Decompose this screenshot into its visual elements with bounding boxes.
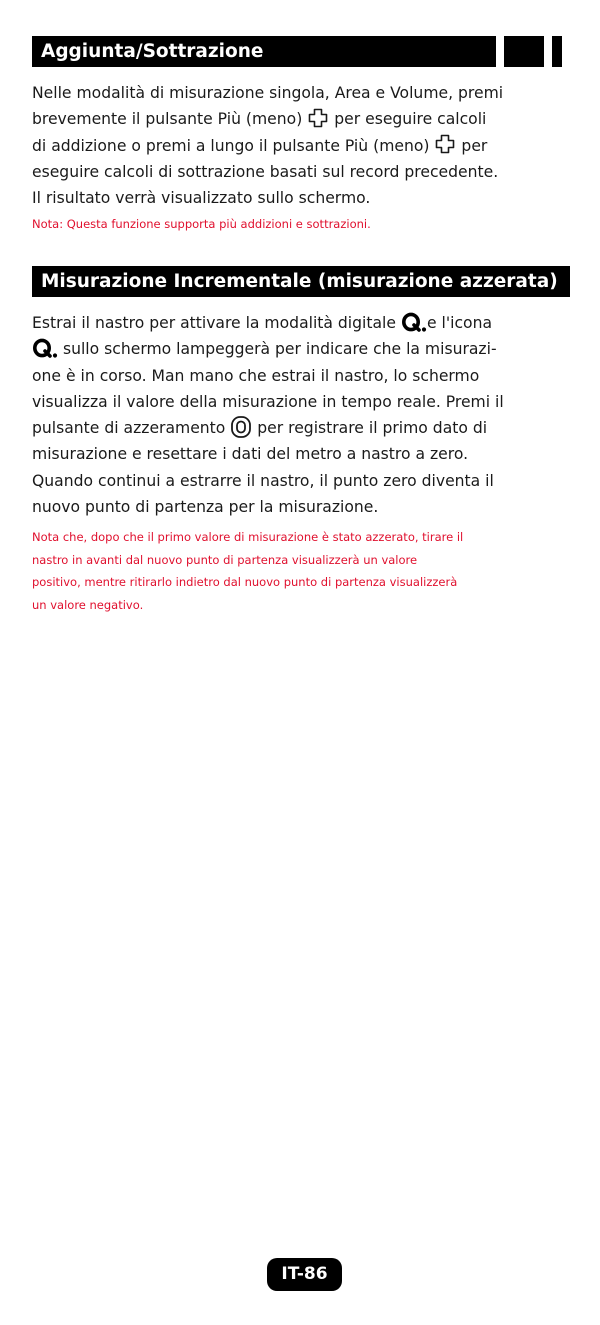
paragraph-line <box>32 415 570 441</box>
section-paragraph <box>32 80 570 211</box>
page-number-badge: IT-86 <box>267 1258 342 1291</box>
paragraph-line <box>32 310 570 336</box>
paragraph-text: sullo schermo lampeggerà per indicare che la misurazi- <box>62 340 497 359</box>
plus-outline-icon <box>307 107 329 129</box>
section-header-row <box>32 36 570 67</box>
paragraph-line: Il risultato verrà visualizzato sullo schermo. <box>32 189 371 208</box>
section-addition-subtraction <box>32 36 570 236</box>
section-paragraph <box>32 310 570 520</box>
paragraph-text: pulsante di azzeramento <box>32 419 226 438</box>
note-text: Nota: Questa funzione supporta più addizioni e sottrazioni. <box>32 217 371 232</box>
paragraph-line: Nelle modalità di misurazione singola, Area e Volume, premi <box>32 84 504 102</box>
paragraph-line: Quando continui a estrarre il nastro, il punto zero diventa il <box>32 471 494 490</box>
paragraph-text: e l'icona <box>426 314 493 332</box>
note-line: Nota che, dopo che il primo valore di misurazione è stato azzerato, tirare il <box>32 530 464 545</box>
paragraph-text: per <box>461 136 488 155</box>
plus-outline-icon <box>434 133 456 155</box>
header-decor-block <box>504 36 544 67</box>
section-title: Aggiunta/Sottrazione <box>32 36 496 67</box>
paragraph-line: eseguire calcoli di sottrazione basati sul record precedente. <box>32 162 499 181</box>
paragraph-line: misurazione e resettare i dati del metro a nastro a zero. <box>32 445 469 464</box>
zero-button-icon <box>230 415 252 439</box>
note-line: nastro in avanti dal nuovo punto di partenza visualizzerà un valore <box>32 552 418 567</box>
note-line: un valore negativo. <box>32 597 144 612</box>
section-header-row <box>32 266 570 297</box>
digital-mode-q-icon <box>401 311 427 333</box>
paragraph-text: Estrai il nastro per attivare la modalità digitale <box>32 314 396 332</box>
header-decor-stripe <box>552 36 562 67</box>
paragraph-text: di addizione o premi a lungo il pulsante Più (meno) <box>32 136 430 155</box>
section-incremental-measurement <box>32 266 570 616</box>
paragraph-line: visualizza il valore della misurazione in tempo reale. Premi il <box>32 392 504 411</box>
paragraph-line <box>32 133 570 159</box>
note-text <box>32 526 570 616</box>
paragraph-line: one è in corso. Man mano che estrai il nastro, lo schermo <box>32 366 480 385</box>
paragraph-line <box>32 336 570 362</box>
paragraph-line <box>32 106 570 132</box>
paragraph-text: per registrare il primo dato di <box>257 419 488 438</box>
digital-mode-q-icon <box>32 337 58 359</box>
section-title: Misurazione Incrementale (misurazione azzerata) <box>32 266 570 297</box>
note-line: positivo, mentre ritirarlo indietro dal nuovo punto di partenza visualizzerà <box>32 575 458 590</box>
paragraph-text: per eseguire calcoli <box>334 110 487 129</box>
paragraph-line: nuovo punto di partenza per la misurazione. <box>32 498 379 517</box>
paragraph-text: brevemente il pulsante Più (meno) <box>32 110 303 129</box>
